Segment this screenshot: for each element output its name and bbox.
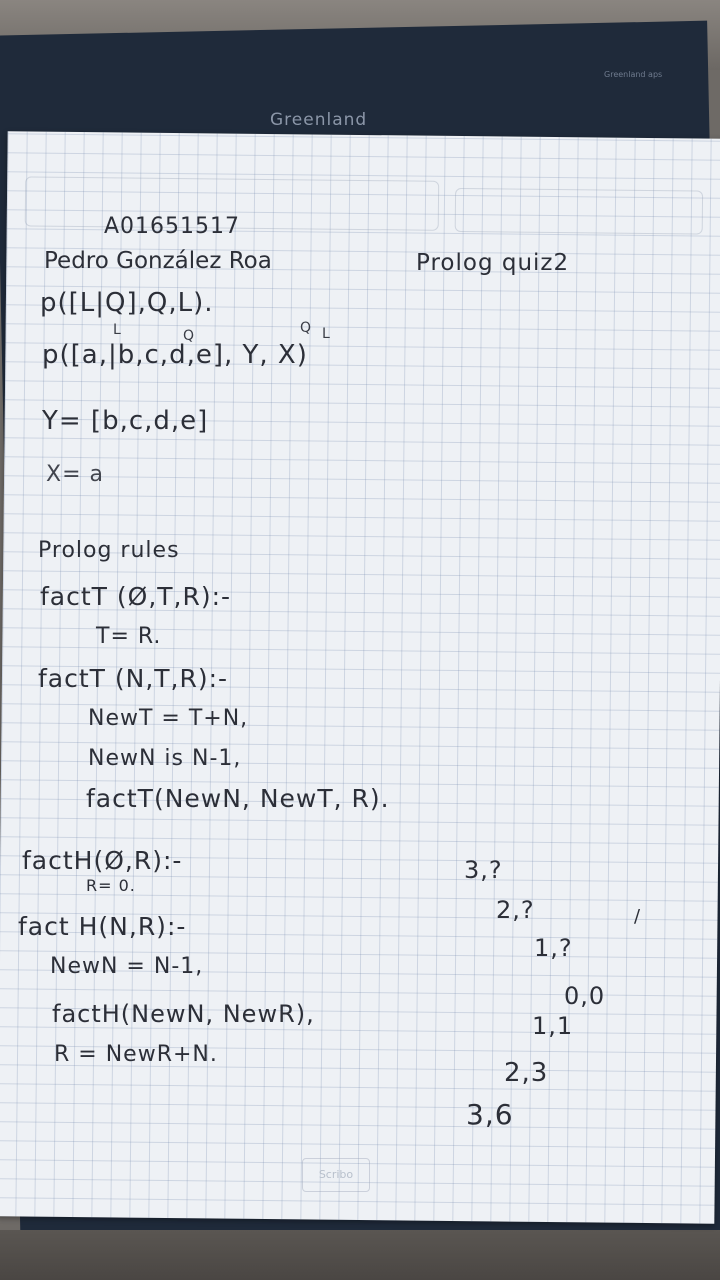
q2-heading: Prolog rules [38,538,180,563]
quiz-title: Prolog quiz2 [416,250,570,276]
notebook-brand: Greenland [270,110,368,130]
q1-rule: p([L|Q],Q,L). [40,288,214,318]
q1-mark-l: L [113,322,122,338]
trace-step-1: 3,? [464,856,503,884]
stray-mark: / [634,906,642,927]
q2-line-5: NewN is N-1, [88,746,242,771]
q2-line-1: factT (Ø,T,R):- [40,582,232,611]
q2-line-2: T= R. [96,624,162,649]
q3-line-4: R = NewR+N. [54,1042,218,1067]
trace-step-4: 0,0 [564,982,606,1010]
q3-r-zero: R= 0. [86,876,136,895]
q3-line-2: NewN = N-1, [50,954,204,979]
header-box-right [455,188,703,235]
q1-mark-q2: Q [300,320,313,336]
q3-line-3: factH(NewN, NewR), [52,1000,315,1028]
table-surface-bottom [0,1230,720,1280]
q1-mark-q: Q [183,328,196,344]
q1-answer-y: Y= [b,c,d,e] [42,406,209,436]
q3-line-1: fact H(N,R):- [18,912,187,941]
notebook-footer-logo: Scribo [302,1158,370,1192]
q2-line-3: factT (N,T,R):- [38,664,229,693]
q1-query: p([a,|b,c,d,e], Y, X) [42,340,308,370]
q3-head: factH(Ø,R):- [22,846,183,875]
cover-brand-small: Greenland aps [604,70,663,79]
student-name: Pedro González Roa [44,248,272,274]
trace-step-2: 2,? [496,896,535,924]
q1-mark-l2: L [322,326,331,342]
student-id: A01651517 [104,214,241,239]
q2-line-4: NewT = T+N, [88,706,249,731]
trace-step-6: 2,3 [504,1058,549,1088]
q2-line-6: factT(NewN, NewT, R). [86,784,390,813]
trace-step-3: 1,? [534,934,573,962]
q1-answer-x: X= a [46,462,104,487]
trace-step-5: 1,1 [532,1012,574,1040]
trace-step-7: 3,6 [466,1098,514,1131]
